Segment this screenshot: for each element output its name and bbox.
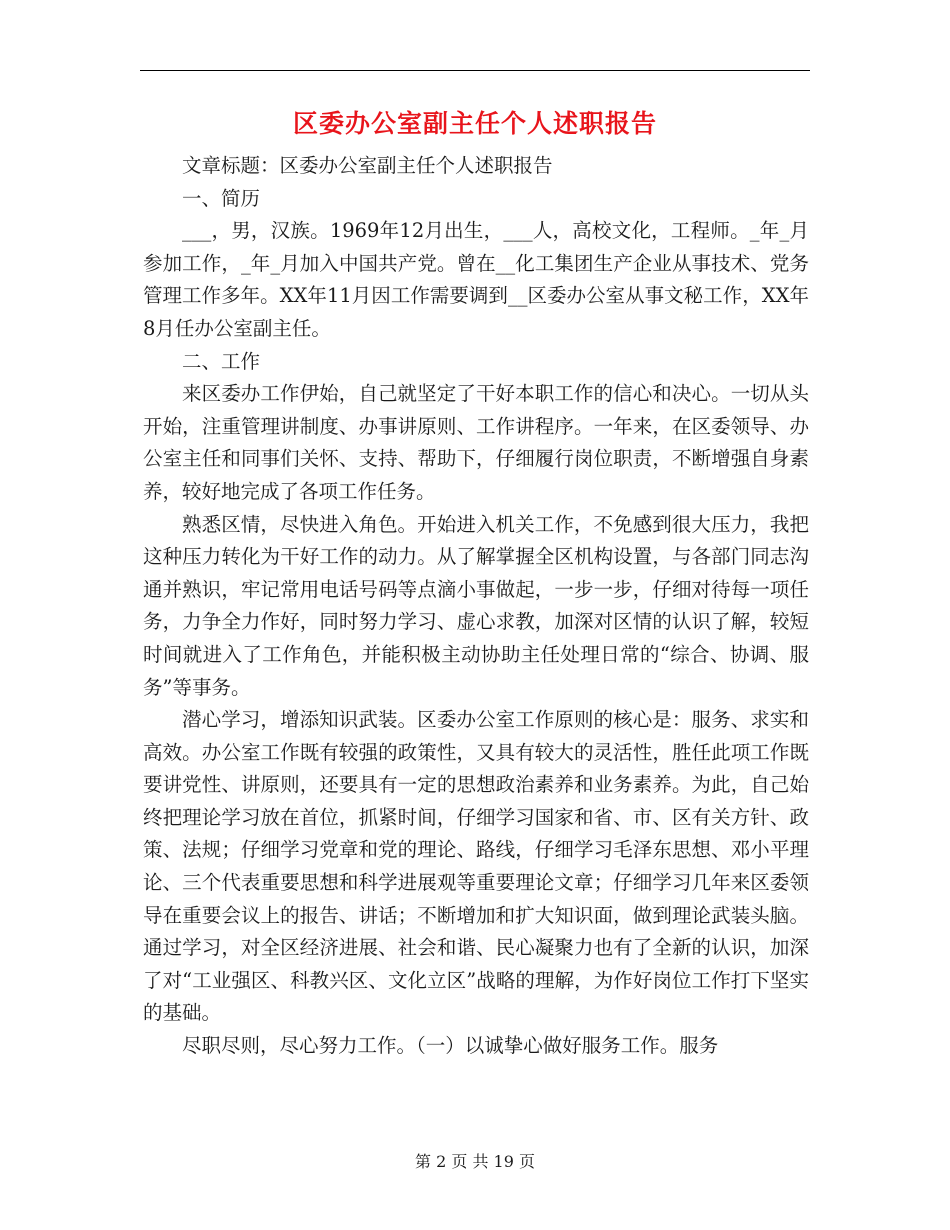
page-number: 第 2 页 共 19 页 [415,1152,535,1171]
header-rule [140,70,810,71]
section-heading-work: 二、工作 [182,349,261,373]
document-title: 区委办公室副主任个人述职报告 [292,109,657,138]
paragraph-duty: 尽职尽则，尽心努力工作。（一）以诚挚心做好服务工作。服务 [182,1034,719,1058]
article-title-line: 文章标题：区委办公室副主任个人述职报告 [182,154,553,177]
paragraph-resume: ___，男，汉族。1969年12月出生，___人，高校文化，工程师。_年_月参加工作，_年_月加入中国共产党。曾在__化工集团生产企业从事技术、党务管理工作多年。XX年11月因工作需要调到__区委办公室从事文秘工作，XX年8月任办公室副主任。 [143,219,809,340]
document-body [143,150,809,1063]
paragraph-study: 潜心学习，增添知识武装。区委办公室工作原则的核心是：服务、求实和高效。办公室工作既有较强的政策性，又具有较大的灵活性，胜任此项工作既要讲党性、讲原则，还要具有一定的思想政治素养和业务素养。为此，自己始终把理论学习放在首位，抓紧时间，仔细学习国家和省、市、区有关方针、政策、法规；仔细学习党章和党的理论、路线，仔细学习毛泽东思想、邓小平理论、三个代表重要思想和科学进展观等重要理论文章；仔细学习几年来区委领导在重要会议上的报告、讲话；不断增加和扩大知识面，做到理论武装头脑。通过学习，对全区经济进展、社会和谐、民心凝聚力也有了全新的认识，加深了对“工业强区、科教兴区、文化立区”战略的理解，为作好岗位工作打下坚实的基础。 [143,708,809,1025]
paragraph-work-intro: 来区委办工作伊始，自己就坚定了干好本职工作的信心和决心。一切从头开始，注重管理讲制度、办事讲原则、工作讲程序。一年来，在区委领导、办公室主任和同事们关怀、支持、帮助下，仔细履行岗位职责，不断增强自身素养，较好地完成了各项工作任务。 [143,382,809,503]
section-heading-resume: 一、简历 [182,186,261,210]
paragraph-familiarize: 熟悉区情，尽快进入角色。开始进入机关工作，不免感到很大压力，我把这种压力转化为干好工作的动力。从了解掌握全区机构设置，与各部门同志沟通并熟识，牢记常用电话号码等点滴小事做起，一步一步，仔细对待每一项任务，力争全力作好，同时努力学习、虚心求教，加深对区情的认识了解，较短时间就进入了工作角色，并能积极主动协助主任处理日常的“综合、协调、服务”等事务。 [143,512,809,699]
